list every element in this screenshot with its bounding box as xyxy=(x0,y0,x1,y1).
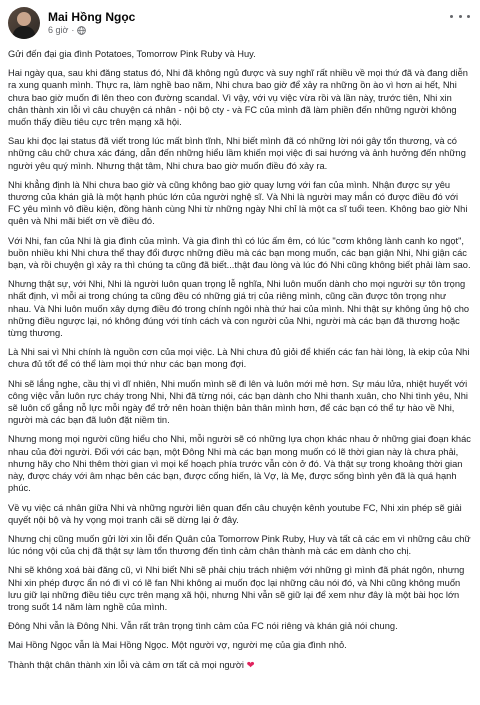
paragraph: Mai Hồng Ngọc vẫn là Mai Hồng Ngọc. Một người vợ, người mẹ của gia đình nhỏ. xyxy=(8,640,347,651)
paragraph: Nhi sẽ không xoá bài đăng cũ, vì Nhi biết Nhi sẽ phải chịu trách nhiệm với những gì mình đã phát ngôn, nhưng Nhi xin phép được ẩn nó đi vì có lẽ fan Nhi không ai muốn đọc lại những câu nói đó, và Nhi cũng không muốn lưu giữ lại những điều tiêu cực trên mạng xã hội, nhưng Nhi vẫn sẽ giữ lại để xem như đây là một bài học lớn trong suốt 14 năm làm nghề của mình. xyxy=(8,565,465,612)
paragraph: Sau khi đọc lại status đã viết trong lúc mất bình tĩnh, Nhi biết mình đã có những lời nói gây tổn thương, và có những câu chữ chưa xác đáng, dẫn đến những hiểu lầm khiến mọi việc đi sai hướng và ảnh hưởng đến những người yêu quý mình. Nhưng thật tâm, Nhi chưa bao giờ muốn điều đó xảy ra. xyxy=(8,136,466,171)
paragraph: Với Nhi, fan của Nhi là gia đình của mình. Và gia đình thì có lúc ấm êm, có lúc "cơm không lành canh ko ngọt", buồn nhiều khi Nhi chưa thể thay đổi được những điều mà các bạn mong muốn, các bạn giận Nhi, Nhi giận các bạn, và rồi chuyện gì xảy ra thì chúng ta cũng đã biết...thật đau lòng và lúc đó Nhi cũng không biết phải làm sao. xyxy=(8,235,471,271)
globe-icon xyxy=(77,26,86,35)
paragraph: Nhưng thật sự, với Nhi, Nhi là người luôn quan trọng lễ nghĩa, Nhi luôn muốn dành cho mọi người sự tôn trọng nhất định, vì mỗi ai trong chúng ta cũng đều có những giá trị của riêng mình, cũng cần được tôn trọng như nhau. Và Nhi luôn muốn xây dựng điều đó trong chính ngôi nhà thứ hai của mình. Nhi thật sự không ủng hộ cho những điều ngược lại, nó không đúng với tính cách và con người của Nhi, người mà các bạn đã thương hoặc từng thương. xyxy=(8,279,470,339)
post-time-row xyxy=(48,24,135,36)
separator-dot: · xyxy=(71,25,75,35)
paragraph: Nhưng mong mọi người cũng hiểu cho Nhi, mỗi người sẽ có những lựa chọn khác nhau ở những giai đoạn khác nhau của đời người. Đối với các bạn, một Đông Nhi mà các bạn mong muốn có lẽ thời gian này là chưa phải, nhưng hãy cho Nhi thêm thời gian vì mọi kế hoạch phía trước vẫn còn ở đó. Và thật sự trong khoảng thời gian này, được cháy với âm nhạc bên các bạn, được cống hiến, là Vợ, là Mẹ, được sống bình yên đã là quá hạnh phúc. xyxy=(8,434,471,494)
paragraph: Nhưng chị cũng muốn gửi lời xin lỗi đến Quân của Tomorrow Pink Ruby, Huy và tất cả các em vì những câu chữ lúc nóng vội của chị đã thật sự làm tổn thương đến tình cảm chân thành mà các em dành cho chị. xyxy=(8,533,471,557)
paragraph: Là Nhi sai vì Nhi chính là nguồn cơn của mọi việc. Là Nhi chưa đủ giỏi để khiến các fan hài lòng, là ekip của Nhi chưa đủ tốt để có thể làm mọi thứ như các bạn mong đợi. xyxy=(8,347,470,370)
paragraph: Đông Nhi vẫn là Đông Nhi. Vẫn rất trân trọng tình cảm của FC nói riêng và khán giả nói chung. xyxy=(8,621,398,632)
paragraph: Hai ngày qua, sau khi đăng status đó, Nhi đã không ngủ được và suy nghĩ rất nhiều về mọi thứ đã và đang diễn ra xung quanh mình. Thực ra, làm nghề bao năm, Nhi chưa bao giờ để xảy ra những ồn ào vì hơn ai hết, Nhi chưa bao giờ muốn đi lên theo con đường scandal. Vì vậy, với vụ việc vừa rồi và lần này, trước tiên, Nhi xin chân thành xin lỗi vì câu chuyện cá nhân - nội bộ cty - và FC của mình đã làm phiền đến những người không muốn thấy điều tiêu cực trên mạng xã hội. xyxy=(8,68,468,128)
paragraph: Nhi khẳng định là Nhi chưa bao giờ và cũng không bao giờ quay lưng với fan của mình. Nhận được sự yêu thương của khán giả là một hạnh phúc lớn của người nghệ sĩ. Và Nhi là người may mắn có được điều đó với FC yêu mình vô điều kiện, đồng hành cùng Nhi từ những ngày Nhi chỉ là một ca sĩ tuổi teen. Không bao giờ Nhi quên và Nhi mãi biết ơn về điều đó. xyxy=(8,179,468,227)
paragraph: Gửi đến đại gia đình Potatoes, Tomorrow Pink Ruby và Huy. xyxy=(8,49,256,59)
post-time[interactable]: 6 giờ xyxy=(48,25,69,35)
post-header xyxy=(8,6,472,40)
paragraph: Về vụ việc cá nhân giữa Nhi và những người liên quan đến câu chuyện kênh youtube FC, Nhi xin phép sẽ giải quyết nội bộ và hy vọng mọi tranh cãi sẽ dừng lại ở đây. xyxy=(8,502,462,525)
closing-line xyxy=(8,659,472,671)
post-content xyxy=(8,48,472,671)
paragraph-text: Thành thật chân thành xin lỗi và cảm ơn tất cả mọi người xyxy=(8,659,244,670)
post-meta xyxy=(48,10,135,36)
avatar[interactable] xyxy=(8,7,40,39)
author-name[interactable]: Mai Hồng Ngọc xyxy=(48,10,136,24)
heart-icon: ❤ xyxy=(246,659,255,670)
paragraph: Nhi sẽ lắng nghe, cầu thị vì dĩ nhiên, Nhi muốn mình sẽ đi lên và luôn mới mẻ hơn. Sự máu lửa, nhiệt huyết với công việc vẫn luôn rực cháy trong Nhi, Nhi đã từng nói, các bạn dành cho Nhi thanh xuân, cho Nhi tình yêu, Nhi sẽ luôn cố gắng nỗ lực mỗi ngày để trở nên hoàn thiện bản thân mình hơn, để các bạn có thể tự hào về Nhi, người mà các bạn đã luôn đặt niềm tin. xyxy=(8,378,469,426)
more-options-icon[interactable] xyxy=(450,10,470,22)
